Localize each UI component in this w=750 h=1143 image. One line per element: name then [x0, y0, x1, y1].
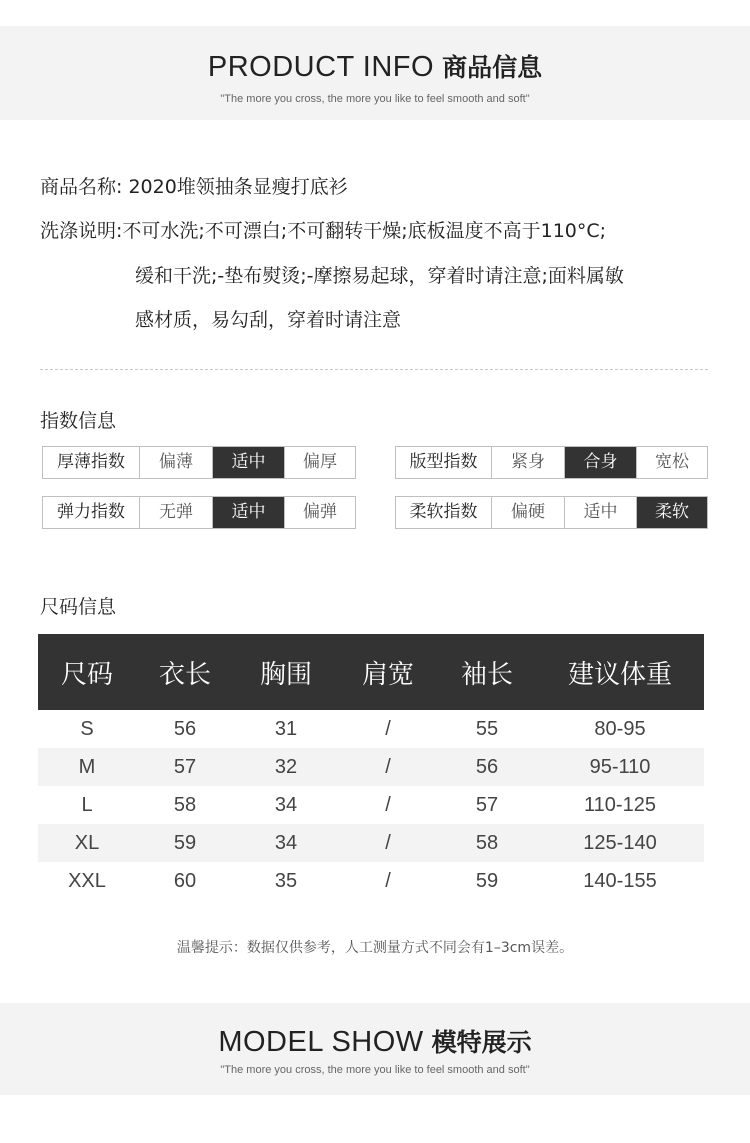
product-name-value: 2020堆领抽条显瘦打底衫 — [128, 176, 348, 198]
length-cell: 60 — [173, 869, 197, 892]
chest-cell: 31 — [274, 717, 298, 740]
index-section-title: 指数信息 — [40, 410, 117, 432]
banner-title — [0, 1023, 750, 1059]
length-cell: 57 — [173, 755, 197, 778]
index-option: 偏厚 — [303, 452, 337, 472]
index-label: 柔软指数 — [396, 497, 492, 528]
size-header-cell: 建议体重 — [567, 659, 672, 690]
banner-tagline: "The more you cross, the more you like to feel smooth and soft" — [220, 1064, 530, 1076]
wash-instructions-line — [40, 216, 606, 243]
weight-cell: 80-95 — [594, 717, 646, 740]
index-label: 厚薄指数 — [43, 447, 140, 478]
wash-line-2: 缓和干洗;-垫布熨烫;-摩擦易起球，穿着时请注意;面料属敏 — [135, 265, 624, 287]
index-group-elasticity — [42, 496, 356, 529]
size-header-cell: 袖长 — [460, 659, 513, 690]
sleeve-cell: 59 — [475, 869, 499, 892]
index-option-selected: 适中 — [213, 497, 285, 528]
index-option: 偏弹 — [303, 502, 337, 522]
length-cell: 56 — [173, 717, 197, 740]
index-option-selected: 合身 — [565, 447, 637, 478]
index-option: 偏硬 — [492, 497, 565, 528]
weight-cell: 95-110 — [589, 755, 651, 778]
chest-cell: 34 — [274, 793, 298, 816]
banner-title-cn: 商品信息 — [442, 53, 543, 82]
size-cell: L — [81, 793, 93, 816]
wash-line-1: 不可水洗;不可漂白;不可翻转干燥;底板温度不高于110°C; — [122, 220, 607, 242]
size-cell: XL — [74, 831, 100, 854]
sleeve-cell: 55 — [475, 717, 499, 740]
size-header-cell: 尺码 — [60, 659, 113, 690]
shoulder-cell: / — [385, 831, 391, 854]
table-row — [38, 786, 704, 824]
banner-title — [0, 48, 750, 84]
sleeve-cell: 56 — [475, 755, 499, 778]
size-header-cell: 肩宽 — [361, 659, 414, 690]
length-cell: 58 — [173, 793, 197, 816]
chest-cell: 35 — [274, 869, 298, 892]
size-header-cell: 胸围 — [259, 659, 312, 690]
sleeve-cell: 58 — [475, 831, 499, 854]
banner-title-en: MODEL SHOW — [218, 1026, 424, 1058]
model-show-banner — [0, 1003, 750, 1095]
size-cell: XXL — [68, 869, 106, 892]
index-group-thickness — [42, 446, 356, 479]
index-option: 偏薄 — [140, 447, 213, 478]
size-section-title: 尺码信息 — [40, 596, 117, 618]
size-cell: M — [78, 755, 96, 778]
sleeve-cell: 57 — [475, 793, 499, 816]
table-row — [38, 862, 704, 900]
banner-tagline: "The more you cross, the more you like to feel smooth and soft" — [220, 93, 530, 105]
table-row — [38, 710, 704, 748]
index-option: 宽松 — [655, 452, 689, 472]
shoulder-cell: / — [385, 869, 391, 892]
size-table-header — [38, 634, 704, 710]
index-label: 版型指数 — [396, 447, 492, 478]
measurement-note: 温馨提示：数据仅供参考，人工测量方式不同会有1–3cm误差。 — [176, 940, 574, 956]
product-name-line — [40, 172, 348, 199]
table-row — [38, 824, 704, 862]
index-group-fit — [395, 446, 708, 479]
product-name-label: 商品名称: — [40, 176, 123, 198]
index-option-selected: 适中 — [213, 447, 285, 478]
length-cell: 59 — [173, 831, 197, 854]
index-group-softness — [395, 496, 708, 529]
index-option-selected: 柔软 — [637, 497, 707, 528]
weight-cell: 140-155 — [583, 869, 657, 892]
index-option: 无弹 — [140, 497, 213, 528]
weight-cell: 110-125 — [584, 793, 656, 816]
index-option: 适中 — [565, 497, 637, 528]
shoulder-cell: / — [385, 755, 391, 778]
shoulder-cell: / — [385, 793, 391, 816]
banner-title-en: PRODUCT INFO — [207, 51, 435, 83]
chest-cell: 34 — [274, 831, 298, 854]
index-option: 紧身 — [492, 447, 565, 478]
banner-title-cn: 模特展示 — [431, 1028, 532, 1057]
divider — [40, 369, 708, 370]
size-header-cell: 衣长 — [158, 659, 211, 690]
product-info-banner — [0, 26, 750, 120]
wash-label: 洗涤说明: — [40, 220, 123, 242]
size-cell: S — [80, 717, 94, 740]
shoulder-cell: / — [385, 717, 391, 740]
index-label: 弹力指数 — [43, 497, 140, 528]
chest-cell: 32 — [274, 755, 298, 778]
wash-line-3: 感材质，易勾刮，穿着时请注意 — [135, 309, 402, 331]
table-row — [38, 748, 704, 786]
weight-cell: 125-140 — [583, 831, 657, 854]
